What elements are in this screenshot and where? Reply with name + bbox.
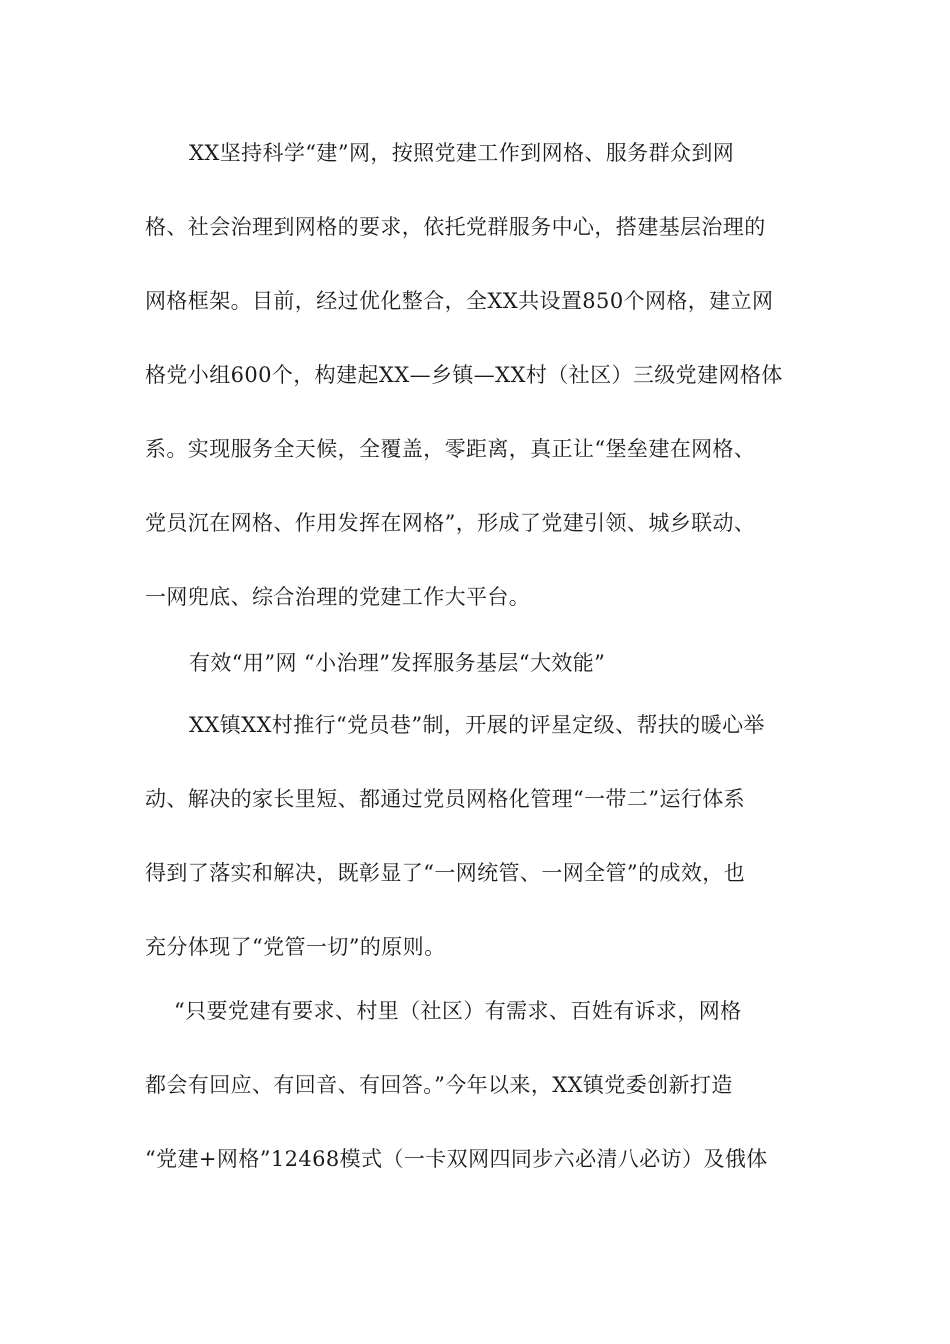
paragraph-1-line-7: 一网兜底、综合治理的党建工作大平台。 (145, 585, 531, 609)
paragraph-2-line-1: XX镇XX村推行“党员巷”制，开展的评星定级、帮扶的暖心举 (189, 713, 765, 737)
paragraph-1-line-2: 格、社会治理到网格的要求，依托党群服务中心，搭建基层治理的 (145, 215, 766, 239)
paragraph-1-line-5: 系。实现服务全天候，全覆盖，零距离，真正让“堡垒建在网格、 (145, 437, 756, 461)
section-heading: 有效“用”网 “小治理”发挥服务基层“大效能” (189, 651, 606, 675)
paragraph-3-line-1: “只要党建有要求、村里（社区）有需求、百姓有诉求，网格 (174, 999, 742, 1023)
paragraph-3-line-3: “党建+网格”12468模式（一卡双网四同步六必清八必访）及俄体 (145, 1147, 768, 1171)
paragraph-1-line-3: 网格框架。目前，经过优化整合，全XX共设置850个网格，建立网 (145, 289, 774, 313)
paragraph-2-line-2: 动、解决的家长里短、都通过党员网格化管理“一带二”运行体系 (145, 787, 746, 811)
paragraph-3-line-2: 都会有回应、有回音、有回答。”今年以来，XX镇党委创新打造 (145, 1073, 733, 1097)
paragraph-1-line-6: 党员沉在网格、作用发挥在网格”，形成了党建引领、城乡联动、 (145, 511, 756, 535)
paragraph-2-line-3: 得到了落实和解决，既彰显了“一网统管、一网全管”的成效，也 (145, 861, 746, 885)
paragraph-2-line-4: 充分体现了“党管一切”的原则。 (145, 935, 446, 959)
paragraph-1-line-1: XX坚持科学“建”网，按照党建工作到网格、服务群众到网 (189, 141, 735, 165)
paragraph-1-line-4: 格党小组600个，构建起XX—乡镇—XX村（社区）三级党建网格体 (145, 363, 783, 387)
